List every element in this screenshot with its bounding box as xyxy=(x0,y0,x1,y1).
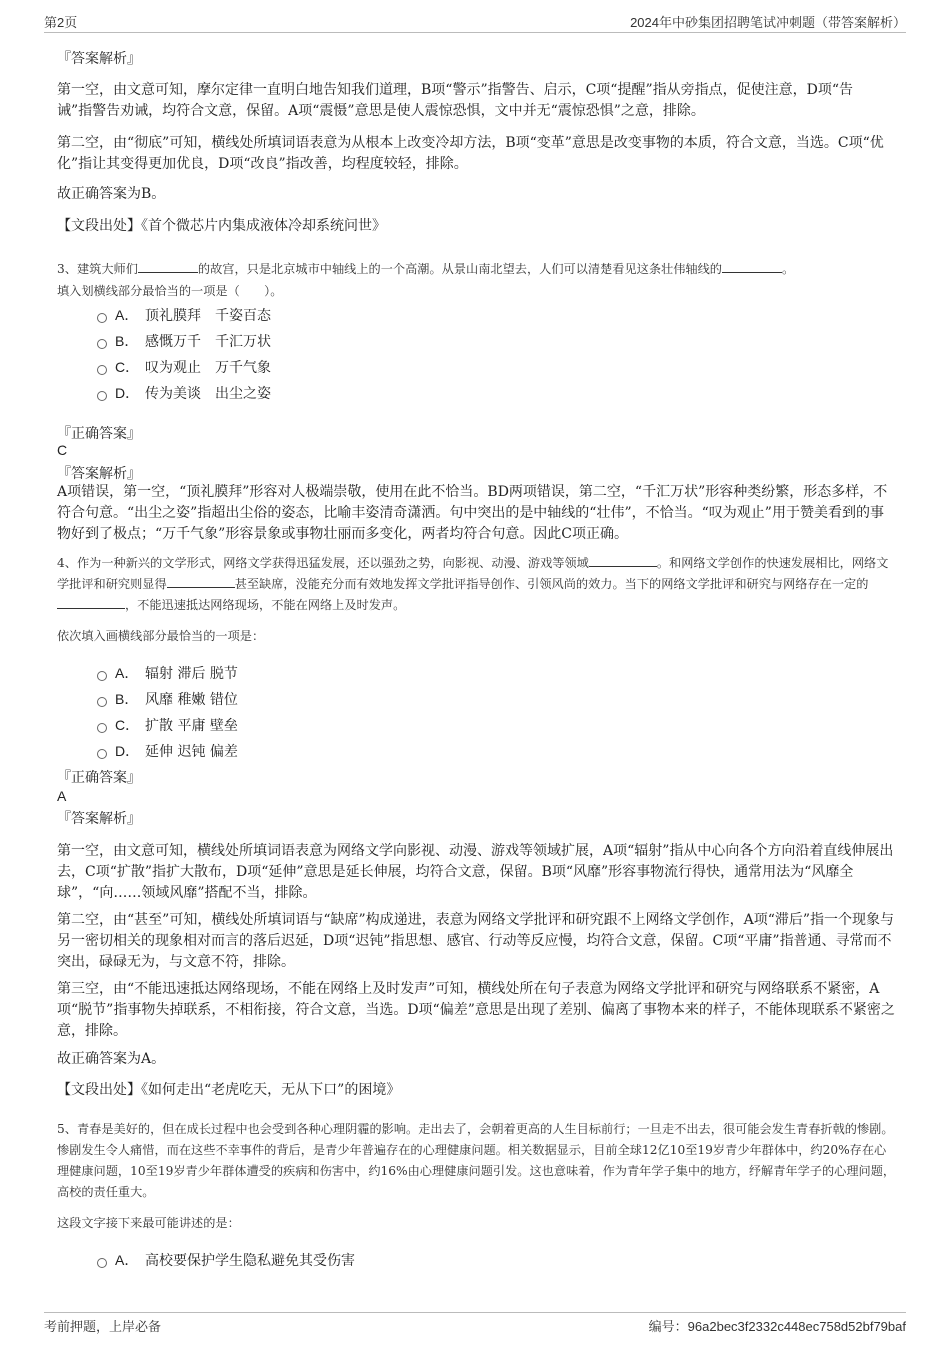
q3-option-a[interactable]: A． 顶礼膜拜 千姿百态 xyxy=(97,305,271,325)
radio-icon[interactable] xyxy=(97,1258,107,1268)
q4-analysis-para3: 第三空，由“不能迅速抵达网络现场，不能在网络上及时发声”可知，横线处所在句子表意为网络文学批评和研究与网络联系不紧密，A项“脱节”指事物失掉联系，不相衔接，符合文意，当选。D项“偏差”意思是出现了差别、偏离了事物本来的样子，不能体现联系不紧密之意，排除。 xyxy=(57,981,895,1039)
radio-icon[interactable] xyxy=(97,365,107,375)
q3-option-b[interactable]: B． 感慨万千 千汇万状 xyxy=(97,331,271,351)
radio-icon[interactable] xyxy=(97,391,107,401)
q2-source: 【文段出处】《首个微芯片内集成液体冷却系统问世》 xyxy=(57,218,386,234)
q3-option-c[interactable]: C． 叹为观止 万千气象 xyxy=(97,357,271,377)
radio-icon[interactable] xyxy=(97,749,107,759)
q4-option-d[interactable]: D． 延伸 迟钝 偏差 xyxy=(97,741,238,761)
radio-icon[interactable] xyxy=(97,671,107,681)
page-number: 第2页 xyxy=(44,15,78,30)
q4-option-a[interactable]: A． 辐射 滞后 脱节 xyxy=(97,663,238,683)
q3-answer: C xyxy=(57,442,68,458)
q4-blank-1 xyxy=(589,554,657,567)
q3-blank-2 xyxy=(722,260,782,273)
q4-analysis-para2: 第二空，由“甚至”可知，横线处所填词语与“缺席”构成递进，表意为网络文学批评和研究跟不上网络文学创作，A项“滞后”指一个现象与另一密切相关的现象相对而言的落后迟延，D项“迟钝”指思想、感官、行动等反应慢，均符合文意，保留。C项“平庸”指普通、寻常而不突出，碌碌无为，与文意不符，排除。 xyxy=(57,912,895,970)
q4-source: 【文段出处】《如何走出“老虎吃天，无从下口”的困境》 xyxy=(57,1082,401,1098)
footer-slogan: 考前押题，上岸必备 xyxy=(44,1319,162,1334)
q4-analysis-para1: 第一空，由文意可知，横线处所填词语表意为网络文学向影视、动漫、游戏等领域扩展，A项“辐射”指从中心向各个方向沿着直线伸展出去，C项“扩散”指扩大散布，D项“延伸”意思是延长伸展，均符合文意，保留。B项“风靡”形容事物流行得快，通常用法为“风靡全球”，“向……领域风靡”搭配不当，排除。 xyxy=(57,843,894,901)
q4-answer: A xyxy=(57,788,67,804)
q5-instruction: 这段文字接下来最可能讲述的是： xyxy=(57,1216,240,1230)
radio-icon[interactable] xyxy=(97,697,107,707)
page-footer xyxy=(44,1312,906,1336)
q3-answer-label: 『正确答案』 xyxy=(57,426,141,442)
q4-option-b[interactable]: B． 风靡 稚嫩 错位 xyxy=(97,689,238,709)
q3-stem: 3、建筑大师们 的故宫，只是北京城市中轴线上的一个高潮。从景山南北望去，人们可以清楚看见这条壮伟轴线的 。 xyxy=(57,262,795,276)
q2-conclusion: 故正确答案为B。 xyxy=(57,186,166,202)
q3-blank-1 xyxy=(138,260,198,273)
radio-icon[interactable] xyxy=(97,723,107,733)
q2-analysis-para2: 第二空，由“彻底”可知，横线处所填词语表意为从根本上改变冷却方法，B项“变革”意思是改变事物的本质，符合文意，当选。C项“优化”指让其变得更加优良，D项“改良”指改善，均程度较轻，排除。 xyxy=(57,135,884,172)
q3-option-d[interactable]: D． 传为美谈 出尘之姿 xyxy=(97,383,271,403)
q3-analysis-label: 『答案解析』 xyxy=(57,466,141,482)
q2-analysis-para1: 第一空，由文意可知，摩尔定律一直明白地告知我们道理，B项“警示”指警告、启示，C项“提醒”指从旁指点，促使注意，D项“告诫”指警告劝诫，均符合文意，保留。A项“震慑”意思是使人震惊恐惧，文中并无“震惊恐惧”之意，排除。 xyxy=(57,82,854,119)
q4-option-c[interactable]: C． 扩散 平庸 壁垒 xyxy=(97,715,238,735)
q4-blank-3 xyxy=(57,596,125,609)
q4-stem: 4、作为一种新兴的文学形式，网络文学获得迅猛发展，还以强劲之势，向影视、动漫、游戏等领域 。和网络文学创作的快速发展相比，网络文学批评和研究则显得 甚至缺席，没能充分而有效地发挥文学批评指导创作、引领风尚的效力。当下的网络文学批评和研究与网络存在一定的，不能迅速抵达网络现场，不能在网络上及时发声。 xyxy=(57,556,889,612)
q3-instruction: 填入划横线部分最恰当的一项是（ ）。 xyxy=(57,284,283,298)
page-header xyxy=(44,12,906,33)
radio-icon[interactable] xyxy=(97,339,107,349)
document-title: 2024年中砂集团招聘笔试冲刺题（带答案解析） xyxy=(630,15,906,30)
q4-analysis-label: 『答案解析』 xyxy=(57,811,141,827)
q5-option-a[interactable]: A． 高校要保护学生隐私避免其受伤害 xyxy=(97,1250,355,1270)
q4-answer-label: 『正确答案』 xyxy=(57,770,141,786)
q4-conclusion: 故正确答案为A。 xyxy=(57,1051,166,1067)
q4-instruction: 依次填入画横线部分最恰当的一项是： xyxy=(57,629,265,643)
radio-icon[interactable] xyxy=(97,313,107,323)
q3-analysis: A项错误，第一空，“顶礼膜拜”形容对人极端崇敬，使用在此不恰当。BD两项错误，第二空，“千汇万状”形容种类纷繁，形态多样，不符合句意。“出尘之姿”指超出尘俗的姿态，比喻丰姿清奇潇洒。句中突出的是中轴线的“壮伟”，不恰当。“叹为观止”用于赞美看到的事物好到了极点；“万千气象”形容景象或事物壮丽而多变化，两者均符合句意。因此C项正确。 xyxy=(57,484,888,542)
q5-stem: 5、青春是美好的，但在成长过程中也会受到各种心理阴霾的影响。走出去了，会朝着更高的人生目标前行；一旦走不出去，很可能会发生青春折戟的惨剧。惨剧发生令人痛惜，而在这些不幸事件的背后，是青少年普遍存在的心理健康问题。相关数据显示，目前全球12亿10至19岁青少年群体中，约20%存在心理健康问题，10至19岁青少年群体遭受的疾病和伤害中，约16%由心理健康问题引发。这也意味着，作为青年学子集中的地方，纾解青年学子的心理问题，高校的责任重大。 xyxy=(57,1122,896,1199)
q2-analysis-label: 『答案解析』 xyxy=(57,51,141,67)
document-id: 编号：96a2bec3f2332c448ec758d52bf79baf xyxy=(648,1319,906,1334)
q4-blank-2 xyxy=(167,575,235,588)
